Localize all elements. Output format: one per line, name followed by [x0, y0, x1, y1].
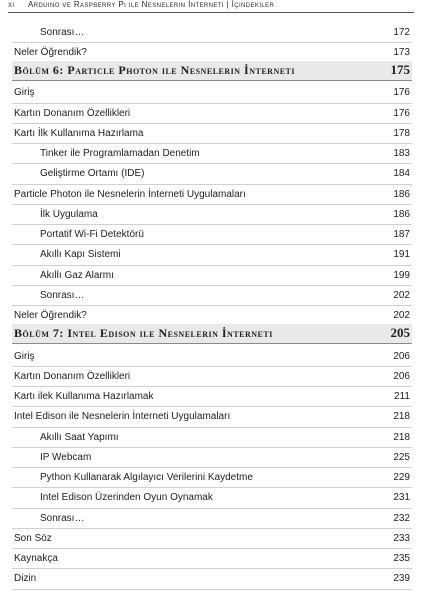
toc-entry-title: Sonrası… — [40, 289, 85, 301]
toc-entry-page: 229 — [393, 472, 410, 483]
toc-entry-page: 186 — [393, 188, 410, 200]
toc-entry-page: 184 — [393, 168, 410, 180]
toc-chapter-heading — [12, 324, 412, 344]
toc-entry-title: Portatif Wi-Fi Detektörü — [40, 229, 144, 240]
header-rule — [8, 12, 414, 13]
toc-entry-page: 199 — [393, 269, 410, 281]
toc-entry — [14, 528, 410, 548]
toc-entry-title: Tinker ile Programlamadan Denetim — [40, 148, 200, 159]
toc-entry — [14, 123, 410, 143]
toc-entry-title: Bölüm 6: Particle Photon ile Nesnelerin İnterneti — [14, 62, 296, 77]
toc-entry-title: Dizin — [14, 573, 37, 585]
toc-entry — [40, 427, 410, 447]
header-page-number: xi — [8, 0, 15, 9]
toc-entry-page: 191 — [393, 249, 410, 261]
toc-entry-page: 206 — [393, 350, 410, 362]
toc-entry-page: 176 — [393, 87, 410, 99]
toc-entry-title: Intel Edison Üzerinden Oyun Oynamak — [40, 492, 213, 504]
toc-entry-title: Kartın Donanım Özellikleri — [14, 370, 131, 382]
toc-entry — [14, 549, 410, 569]
toc-entry-page: 176 — [393, 107, 410, 119]
toc-entry-page: 175 — [390, 62, 410, 77]
toc-entry-title: Kartın Donanım Özellikleri — [14, 107, 131, 119]
toc-entry-title: Sonrası… — [40, 26, 85, 38]
toc-entry — [40, 447, 410, 467]
toc-entry-page: 173 — [393, 46, 410, 58]
toc-entry — [40, 245, 410, 265]
toc-entry-page: 202 — [393, 310, 410, 321]
toc-entry-title: Kaynakça — [14, 553, 58, 564]
toc-entry — [14, 366, 410, 386]
toc-entry — [14, 42, 410, 62]
toc-entry — [40, 225, 410, 245]
toc-entry-page: 172 — [393, 26, 410, 38]
toc-entry-title: Geliştirme Ortamı (IDE) — [40, 168, 145, 180]
header-running-title: Arduino ve Raspberry Pi ile Nesnelerin İnterneti | İçindekiler — [28, 0, 275, 9]
toc-entry-page: 235 — [393, 553, 410, 564]
toc-entry-title: Intel Edison ile Nesnelerin İnterneti Uygulamaları — [14, 411, 231, 423]
toc-entry-title: IP Webcam — [40, 451, 92, 463]
toc-entry — [14, 407, 410, 427]
toc-entry-page: 186 — [393, 208, 410, 220]
toc-chapter-heading — [12, 61, 412, 81]
toc-entry-page: 187 — [393, 229, 410, 240]
toc-entry — [40, 468, 410, 488]
toc-entry-title: Kartı İlk Kullanıma Hazırlama — [14, 127, 144, 139]
toc-entry-title: Particle Photon ile Nesnelerin İnterneti Uygulamaları — [14, 188, 246, 200]
toc-entry — [40, 265, 410, 285]
toc-entry — [40, 488, 410, 508]
toc-entry — [40, 204, 410, 224]
toc-entry — [40, 508, 410, 528]
toc-entry-page: 225 — [393, 451, 410, 463]
toc-entry-title: Giriş — [14, 350, 35, 362]
toc-entry-title: Python Kullanarak Algılayıcı Verilerini Kaydetme — [40, 472, 253, 483]
toc-entry — [14, 387, 410, 407]
toc-entry — [14, 306, 410, 326]
toc-entry-title: Giriş — [14, 87, 35, 99]
row-divider — [12, 589, 412, 590]
toc-entry-page: 202 — [393, 289, 410, 301]
toc-entry-page: 231 — [393, 492, 410, 504]
toc-entry-page: 178 — [393, 127, 410, 139]
toc-entry — [40, 22, 410, 42]
toc-entry-title: İlk Uygulama — [40, 208, 98, 220]
toc-entry-page: 232 — [393, 512, 410, 524]
toc-entry-page: 211 — [394, 391, 410, 402]
toc-entry-page: 218 — [393, 431, 410, 443]
toc-entry — [14, 83, 410, 103]
toc-entry-title: Bölüm 7: Intel Edison ile Nesnelerin İnterneti — [14, 325, 273, 340]
toc-entry — [14, 346, 410, 366]
toc-entry-title: Neler Öğrendik? — [14, 310, 87, 321]
toc-entry-page: 205 — [390, 325, 410, 341]
toc-entry-title: Akıllı Gaz Alarmı — [40, 269, 114, 281]
toc-entry — [14, 184, 410, 204]
toc-entry-page: 239 — [393, 573, 410, 585]
toc-entry-page: 183 — [393, 148, 410, 159]
toc-entry-title: Son Söz — [14, 532, 52, 544]
toc-entry — [40, 164, 410, 184]
toc-entry — [40, 285, 410, 305]
toc-entry-title: Akıllı Kapı Sistemi — [40, 249, 121, 261]
toc-entry-title: Kartı ilek Kullanıma Hazırlamak — [14, 391, 154, 402]
toc-entry-page: 206 — [393, 370, 410, 382]
toc-entry-page: 233 — [393, 532, 410, 544]
toc-entry-title: Sonrası… — [40, 512, 85, 524]
running-header — [8, 0, 414, 12]
toc-entry — [40, 144, 410, 164]
toc-entry-page: 218 — [393, 411, 410, 423]
toc-entry — [14, 569, 410, 589]
toc-entry — [14, 103, 410, 123]
toc-entry-title: Neler Öğrendik? — [14, 46, 87, 58]
toc-entry-title: Akıllı Saat Yapımı — [40, 431, 119, 443]
